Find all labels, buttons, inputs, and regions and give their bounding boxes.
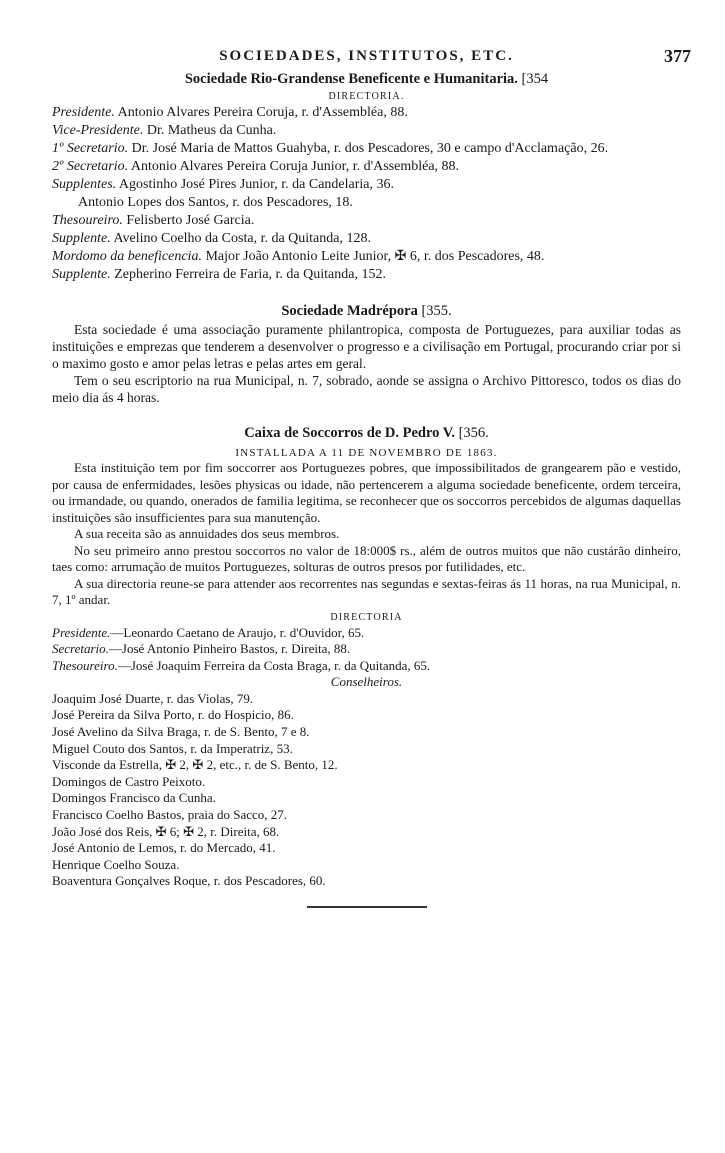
entry-text: Antonio Lopes dos Santos, r. dos Pescadores, 18.	[78, 195, 353, 210]
entry-text: Felisberto José Garcia.	[126, 213, 255, 228]
directory-entry	[52, 230, 681, 248]
section-354-title	[52, 70, 681, 89]
directory-entry	[52, 140, 681, 158]
section-354-entries	[52, 104, 681, 284]
officer-text: —José Joaquim Ferreira da Costa Braga, r. da Quitanda, 65.	[117, 657, 431, 673]
entry-role: Supplente.	[52, 267, 111, 282]
entry-role: Supplentes.	[52, 177, 117, 192]
section-356-paragraph-4: A sua directoria reune-se para attender aos recorrentes nas segundas e sextas-feiras ás 11 horas, na rua Municipal, n. 7, 1º andar.	[52, 575, 681, 607]
officer-role: Thesoureiro.	[52, 657, 118, 673]
running-head	[52, 46, 691, 66]
directory-entry	[52, 176, 681, 194]
list-item: José Avelino da Silva Braga, r. de S. Bento, 7 e 8.	[52, 724, 310, 740]
section-355-heading: Sociedade Madrépora	[281, 303, 418, 319]
directory-entry	[52, 194, 681, 212]
list-item: Boaventura Gonçalves Roque, r. dos Pescadores, 60.	[52, 873, 326, 889]
list-item: Joaquim José Duarte, r. das Violas, 79.	[52, 690, 254, 706]
directory-entry	[52, 212, 681, 230]
directory-entry	[52, 266, 681, 284]
officer-text: —Leonardo Caetano de Araujo, r. d'Ouvidor, 65.	[110, 624, 365, 640]
running-head-title: SOCIEDADES, INSTITUTOS, ETC.	[219, 48, 514, 64]
section-354-directoria-label: DIRECTORIA.	[328, 91, 405, 102]
section-354-number: [354	[521, 71, 549, 87]
section-355-title	[52, 302, 681, 321]
list-item: Domingos Francisco da Cunha.	[52, 790, 216, 806]
entry-role: Vice-Presidente.	[52, 123, 144, 138]
entry-text: Zepherino Ferreira de Faria, r. da Quitanda, 152.	[114, 267, 386, 282]
entry-text: Antonio Alvares Pereira Coruja Junior, r. d'Assembléa, 88.	[130, 159, 460, 174]
officer-role: Presidente.	[52, 624, 111, 640]
section-356-installed: INSTALLADA A 11 DE NOVEMBRO DE 1863.	[235, 447, 498, 459]
officer-role: Secretario.	[52, 641, 109, 657]
section-356-heading: Caixa de Soccorros de D. Pedro V.	[244, 425, 455, 441]
directory-entry	[52, 122, 681, 140]
section-356-paragraph-2: A sua receita são as annuidades dos seus membros.	[74, 526, 340, 541]
officer-entry	[52, 625, 681, 642]
list-item: José Pereira da Silva Porto, r. do Hospicio, 86.	[52, 707, 294, 723]
entry-role: 2º Secretario.	[52, 159, 129, 174]
section-355-paragraph-2: Tem o seu escriptorio na rua Municipal, n. 7, sobrado, aonde se assigna o Archivo Pittoresco, todos os dias do meio dia ás 4 horas.	[52, 373, 681, 405]
entry-text: Dr. José Maria de Mattos Guahyba, r. dos Pescadores, 30 e campo d'Acclamação, 26.	[131, 141, 609, 156]
entry-text: Antonio Alvares Pereira Coruja, r. d'Assembléa, 88.	[117, 105, 408, 120]
list-item: Henrique Coelho Souza.	[52, 856, 180, 872]
entry-role: Presidente.	[52, 105, 115, 120]
list-item: Visconde da Estrella, ✠ 2, ✠ 2, etc., r. de S. Bento, 12.	[52, 757, 338, 773]
section-355-paragraph-1: Esta sociedade é uma associação puramente philantropica, composta de Portuguezes, para auxiliar todas as instituições e emprezas que tenderem a desenvolver o progresso e a civilisação em Portugal, procurando criar por si o maximo gosto e amor pelas letras e pelas artes em geral.	[52, 322, 681, 371]
section-356-paragraph-3: No seu primeiro anno prestou soccorros no valor de 18:000$ rs., além de outros muitos que não custárão dinheiro, taes como: arrumação de muitos Portuguezes, solturas de outros presos por futilidades, etc.	[52, 542, 681, 574]
officer-entry	[52, 641, 681, 658]
list-item: José Antonio de Lemos, r. do Mercado, 41.	[52, 840, 276, 856]
section-356-number: [356.	[458, 425, 489, 441]
page-number: 377	[664, 46, 691, 66]
entry-role: 1º Secretario.	[52, 141, 129, 156]
section-356-officers	[52, 625, 681, 675]
end-rule	[307, 906, 427, 908]
entry-text: Major João Antonio Leite Junior, ✠ 6, r. dos Pescadores, 48.	[205, 249, 545, 264]
directory-entry	[52, 104, 681, 122]
conselheiros-heading: Conselheiros.	[330, 674, 403, 690]
section-356-paragraph-1: Esta instituição tem por fim soccorrer aos Portuguezes pobres, que impossibilitados de grangearem pão e vestido, por causa de enfermidades, lesões physicas ou idade, não pertencerem a alguma sociedade beneficente, ordem terceira, ou irmandade, ou quando, onerados de familia legitima, se reconhecer que os soccorros percebidos de algumas daquellas instituições são insufficientes para sua manutenção.	[52, 460, 681, 525]
list-item: Francisco Coelho Bastos, praia do Sacco, 27.	[52, 807, 288, 823]
section-356-title	[52, 424, 681, 443]
entry-role: Thesoureiro.	[52, 213, 123, 228]
entry-text: Avelino Coelho da Costa, r. da Quitanda, 128.	[113, 231, 371, 246]
directory-entry	[52, 158, 681, 176]
directory-entry	[52, 248, 681, 266]
entry-role: Supplente.	[52, 231, 111, 246]
section-354-heading: Sociedade Rio-Grandense Beneficente e Humanitaria.	[184, 71, 518, 87]
officer-text: —José Antonio Pinheiro Bastos, r. Direita, 88.	[108, 641, 351, 657]
section-356-directoria-label: DIRECTORIA	[330, 611, 403, 623]
list-item: Domingos de Castro Peixoto.	[52, 773, 206, 789]
officer-entry	[52, 658, 681, 675]
entry-text: Agostinho José Pires Junior, r. da Candelaria, 36.	[118, 177, 395, 192]
section-355-number: [355.	[421, 303, 452, 319]
entry-role: Mordomo da beneficencia.	[52, 249, 202, 264]
conselheiros-list	[52, 691, 681, 890]
entry-text: Dr. Matheus da Cunha.	[146, 123, 277, 138]
list-item: Miguel Couto dos Santos, r. da Imperatriz, 53.	[52, 740, 293, 756]
list-item: João José dos Reis, ✠ 6; ✠ 2, r. Direita, 68.	[52, 823, 280, 839]
